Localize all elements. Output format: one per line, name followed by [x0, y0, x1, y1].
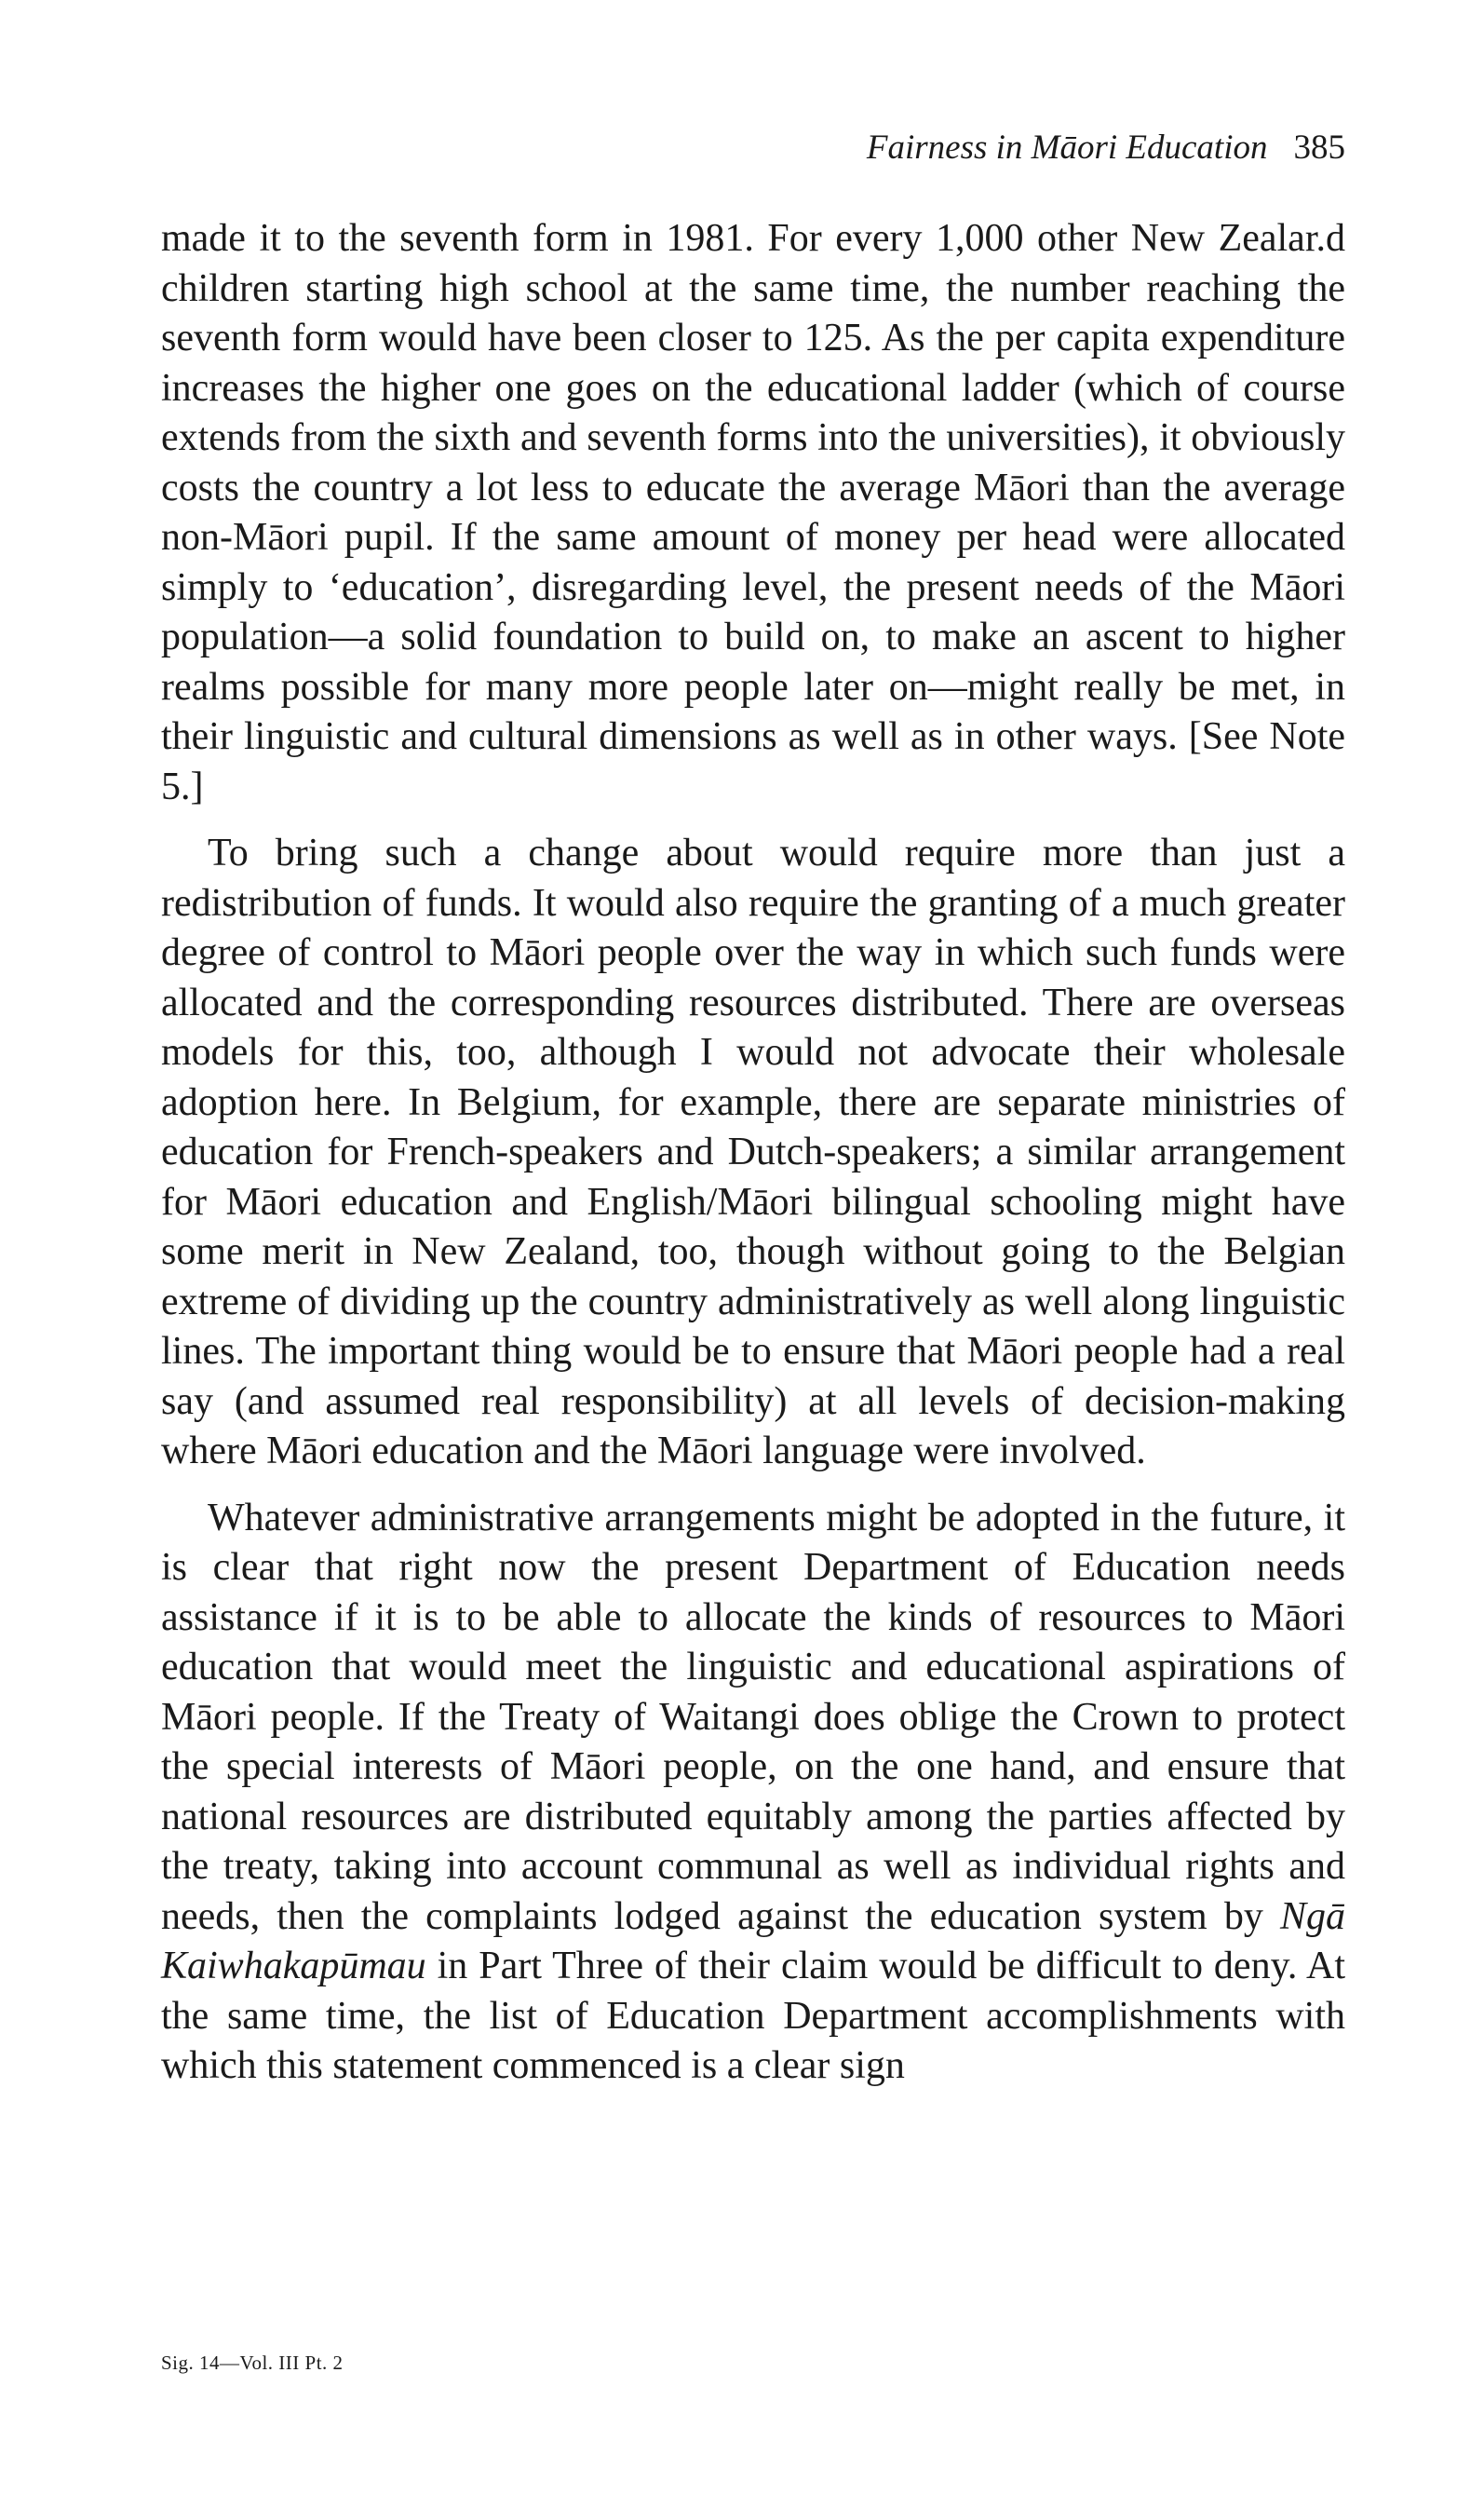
page-number: 385 — [1293, 129, 1345, 167]
paragraph-text: Whatever administrative arrangements might be adopted in the future, it is clear that right now the present Department of Education needs assistance if it is to be able to allocate the kinds of resources to Māori education that would meet the linguistic and educational aspirations of Māori people. If the Treaty of Waitangi does oblige the Crown to protect the special interests of Māori people, on the one hand, and ensure that national resources are distributed equitably among the parties affected by the treaty, taking into account communal as well as individual rights and needs, then the complaints lodged against the education system by — [161, 1496, 1345, 1938]
document-page — [161, 0, 1345, 2508]
running-head — [867, 130, 1345, 165]
body-text — [161, 214, 1345, 2108]
paragraph — [161, 1494, 1345, 2092]
paragraph: To bring such a change about would require more than just a redistribution of funds. It would also require the granting of a much greater degree of control to Māori people over the way in which such funds were allocated and the corresponding resources distributed. There are overseas models for this, too, although I would not advocate their wholesale adoption here. In Belgium, for example, there are separate ministries of education for French-speakers and Dutch-speakers; a similar arrangement for Māori education and English/Māori bilingual schooling might have some merit in New Zealand, too, though without going to the Belgian extreme of dividing up the country administratively as well along linguistic lines. The important thing would be to ensure that Māori people had a real say (and assumed real responsibility) at all levels of decision-making where Māori education and the Māori language were involved. — [161, 832, 1345, 1472]
paragraph-continued: made it to the seventh form in 1981. For every 1,000 other New Zealar.d children starting high school at the same time, the number reaching the seventh form would have been closer to 125. As the per capita expenditure increases the higher one goes on the educational ladder (which of course extends from the sixth and seventh forms into the universities), it obviously costs the country a lot less to educate the average Māori than the average non-Māori pupil. If the same amount of money per head were allocated simply to ‘education’, disregarding level, the present needs of the Māori population—a solid foundation to build on, to make an ascent to higher realms possible for many more people later on—might really be met, in their linguistic and cultural dimensions as well as in other ways. [See Note 5.] — [161, 217, 1345, 808]
italic-title: Ngā Kaiwhakapūmau — [161, 1894, 1345, 1987]
paragraph-text: in Part Three of their claim would be difficult to deny. At the same time, the list of Education Department accomplishments with which this statement commenced is a clear sign — [161, 1945, 1345, 2087]
signature-line: Sig. 14—Vol. III Pt. 2 — [161, 2352, 344, 2374]
running-head-title: Fairness in Māori Education — [866, 129, 1268, 167]
